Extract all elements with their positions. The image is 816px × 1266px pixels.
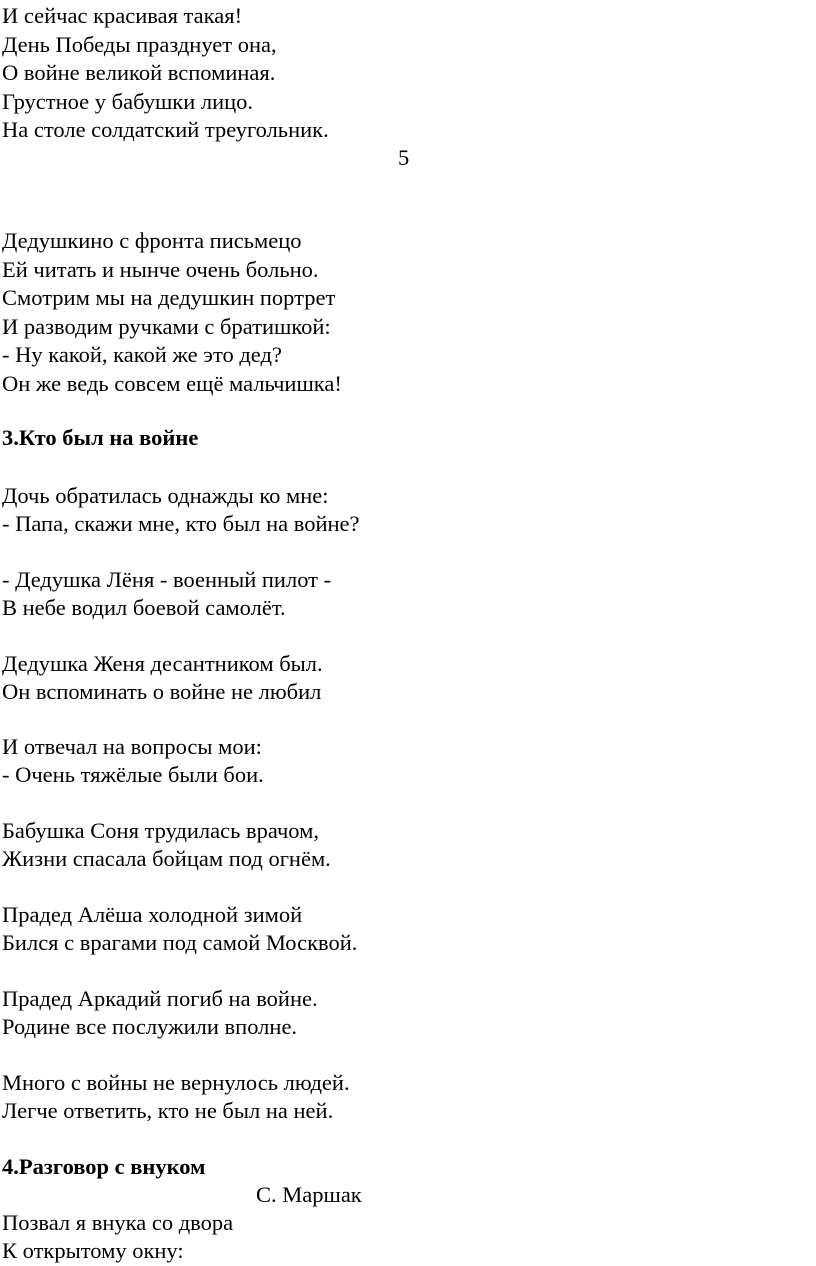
- poem-line: Позвал я внука со двора: [2, 1210, 234, 1235]
- poem-line: Грустное у бабушки лицо.: [2, 89, 254, 114]
- poem-line: - Папа, скажи мне, кто был на войне?: [2, 511, 360, 536]
- poem-line: Легче ответить, кто не был на ней.: [2, 1098, 334, 1123]
- poem-line: День Победы празднует она,: [2, 32, 277, 57]
- poem-line: Бабушка Соня трудилась врачом,: [2, 818, 319, 843]
- poem-line: Ей читать и нынче очень больно.: [2, 257, 319, 282]
- poem-line: Смотрим мы на дедушкин портрет: [2, 285, 336, 310]
- poem-line: Прадед Аркадий погиб на войне.: [2, 986, 318, 1011]
- poem-line: Прадед Алёша холодной зимой: [2, 902, 303, 927]
- page-number: 5: [398, 145, 410, 170]
- poem-line: Много с войны не вернулось людей.: [2, 1070, 350, 1095]
- poem-line: Он вспоминать о войне не любил: [2, 679, 322, 704]
- poem-line: Дедушкино с фронта письмецо: [2, 228, 302, 253]
- poem-line: - Ну какой, какой же это дед?: [2, 342, 282, 367]
- poem-line: На столе солдатский треугольник.: [2, 117, 329, 142]
- author-name: С. Маршак: [256, 1182, 362, 1207]
- poem-line: Дочь обратилась однажды ко мне:: [2, 483, 329, 508]
- poem-line: Бился с врагами под самой Москвой.: [2, 930, 358, 955]
- poem-line: - Очень тяжёлые были бои.: [2, 762, 264, 787]
- poem-line: Жизни спасала бойцам под огнём.: [2, 846, 331, 871]
- section-title: 3.Кто был на войне: [2, 425, 199, 450]
- poem-line: И сейчас красивая такая!: [2, 3, 243, 28]
- poem-line: И разводим ручками с братишкой:: [2, 314, 331, 339]
- poem-line: И отвечал на вопросы мои:: [2, 734, 262, 759]
- section-title: 4.Разговор с внуком: [2, 1154, 206, 1179]
- poem-line: К открытому окну:: [2, 1238, 184, 1263]
- poem-line: Он же ведь совсем ещё мальчишка!: [2, 371, 342, 396]
- poem-line: О войне великой вспоминая.: [2, 60, 276, 85]
- poem-line: - Дедушка Лёня - военный пилот -: [2, 567, 332, 592]
- poem-line: Дедушка Женя десантником был.: [2, 651, 323, 676]
- poem-line: Родине все послужили вполне.: [2, 1014, 298, 1039]
- poem-line: В небе водил боевой самолёт.: [2, 595, 286, 620]
